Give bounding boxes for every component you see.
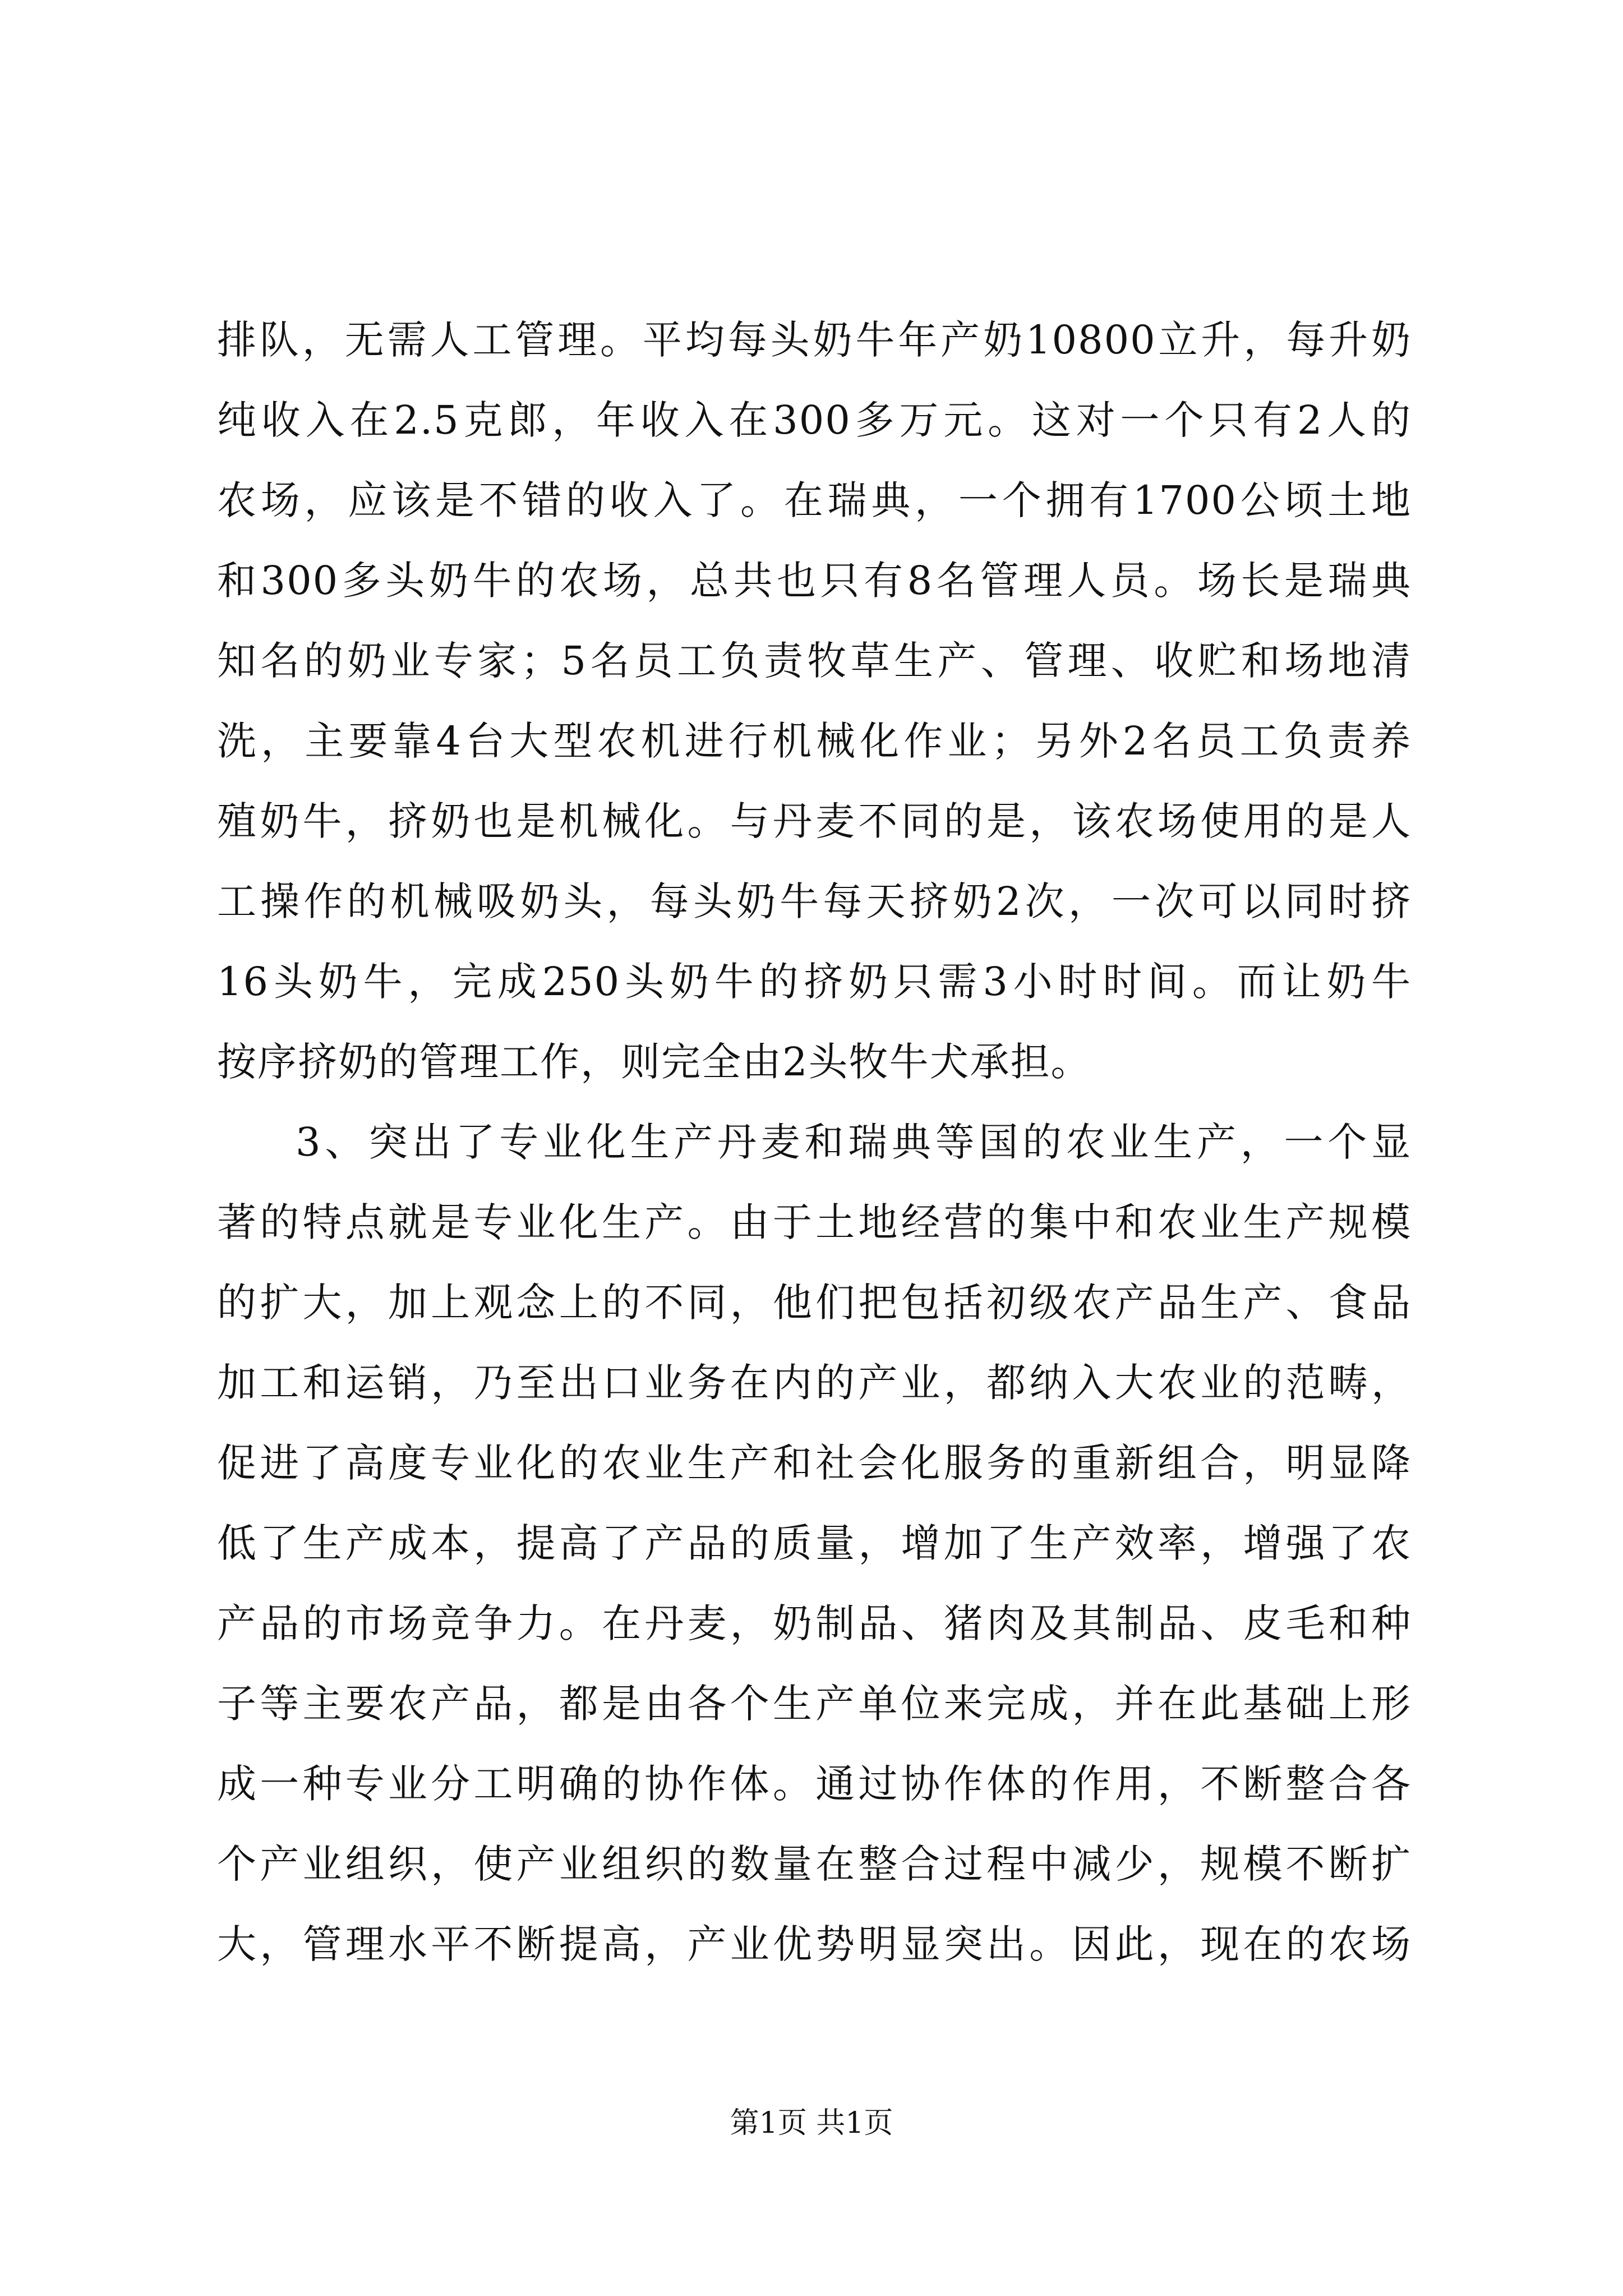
text-line: 纯收入在2.5克郎，年收入在300多万元。这对一个只有2人的 [217, 397, 1412, 443]
text-line: 工操作的机械吸奶头，每头奶牛每天挤奶2次，一次可以同时挤 [217, 878, 1412, 924]
text-line: 子等主要农产品，都是由各个生产单位来完成，并在此基础上形 [217, 1681, 1412, 1727]
page-footer: 第1页 共1页 [730, 2106, 893, 2140]
text-line: 知名的奶业专家；5名员工负责牧草生产、管理、收贮和场地清 [217, 638, 1412, 684]
paragraph-start-line: 3、突出了专业化生产丹麦和瑞典等国的农业生产，一个显 [296, 1119, 1412, 1165]
text-line: 16头奶牛，完成250头奶牛的挤奶只需3小时时间。而让奶牛 [217, 959, 1412, 1005]
text-line: 洗，主要靠4台大型农机进行机械化作业；另外2名员工负责养 [217, 718, 1412, 764]
text-line: 促进了高度专业化的农业生产和社会化服务的重新组合，明显降 [217, 1440, 1412, 1486]
text-line: 排队，无需人工管理。平均每头奶牛年产奶10800立升，每升奶 [217, 317, 1412, 363]
text-line: 农场，应该是不错的收入了。在瑞典，一个拥有1700公顷土地 [217, 477, 1412, 523]
text-line: 产品的市场竞争力。在丹麦，奶制品、猪肉及其制品、皮毛和种 [217, 1600, 1412, 1646]
text-line: 低了生产成本，提高了产品的质量，增加了生产效率，增强了农 [217, 1520, 1412, 1566]
text-line: 殖奶牛，挤奶也是机械化。与丹麦不同的是，该农场使用的是人 [217, 798, 1412, 844]
text-line: 和300多头奶牛的农场，总共也只有8名管理人员。场长是瑞典 [217, 558, 1412, 604]
text-line: 个产业组织，使产业组织的数量在整合过程中减少，规模不断扩 [217, 1841, 1412, 1887]
paragraph-end-line: 按序挤奶的管理工作，则完全由2头牧牛犬承担。 [217, 1039, 1091, 1085]
text-line: 加工和运销，乃至出口业务在内的产业，都纳入大农业的范畴， [217, 1360, 1412, 1406]
text-line: 成一种专业分工明确的协作体。通过协作体的作用，不断整合各 [217, 1761, 1412, 1807]
body-text [217, 300, 1412, 1985]
text-line: 的扩大，加上观念上的不同，他们把包括初级农产品生产、食品 [217, 1280, 1412, 1326]
text-line: 著的特点就是专业化生产。由于土地经营的集中和农业生产规模 [217, 1199, 1412, 1245]
text-line: 大，管理水平不断提高，产业优势明显突出。因此，现在的农场 [217, 1921, 1412, 1967]
